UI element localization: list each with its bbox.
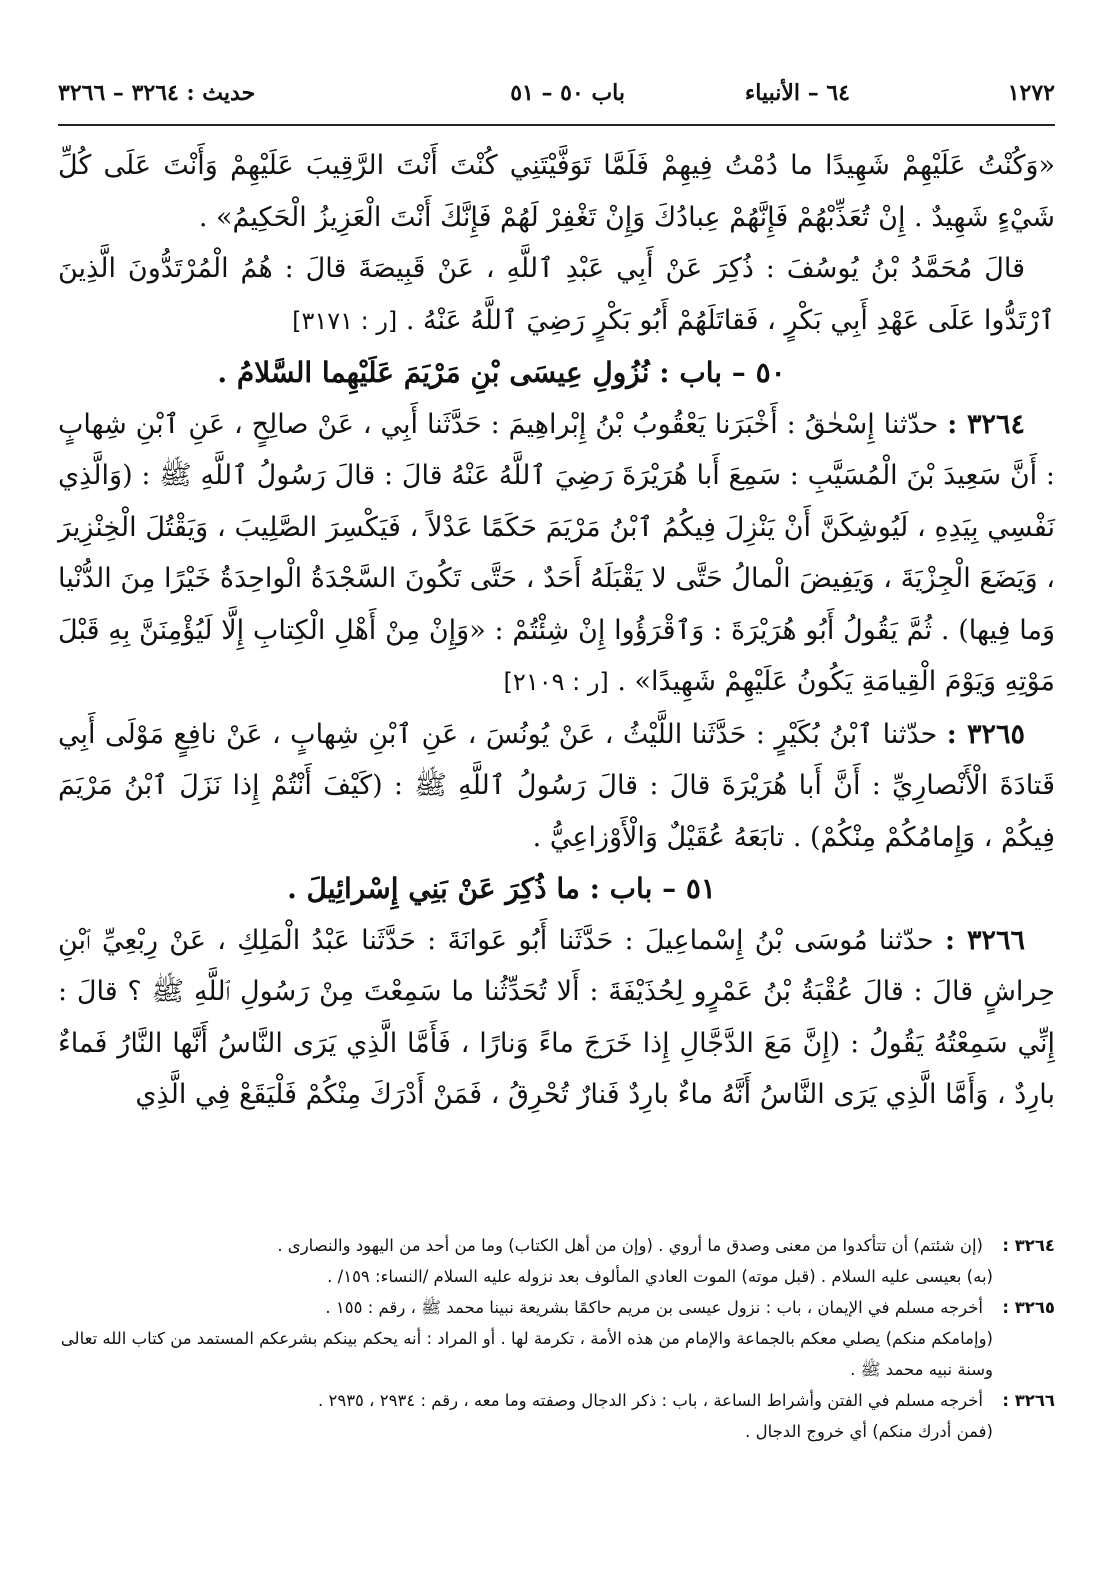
footnote-3264-continued: (به) بعيسى عليه السلام . (قبل موته) الموت العادي المألوف بعد نزوله عليه السلام /النساء: ١٥٩/ . (327, 1267, 993, 1286)
commentary-paragraph (58, 243, 1055, 347)
book-title: ٦٤ – الأنبياء (744, 80, 850, 106)
running-header (58, 80, 1055, 112)
hadith-number: ٣٢٦٥ : (946, 718, 1025, 750)
chapter-range: باب ٥٠ – ٥١ (510, 80, 625, 106)
footnote-number: ٣٢٦٥ : (1002, 1298, 1055, 1317)
footnote-number: ٣٢٦٤ : (1002, 1236, 1055, 1255)
hadith-3264 (58, 399, 1055, 709)
hadith-3265 (58, 709, 1055, 864)
footnote-3266 (58, 1385, 1055, 1416)
footnote-3266-continued: (فمن أدرك منكم) أي خروج الدجال . (745, 1422, 993, 1441)
header-divider (58, 124, 1055, 126)
footnote-text: (إن شئتم) أن تتأكدوا من معنى وصدق ما أروي . (وإن من أهل الكتاب) وما من أحد من اليهود والنصارى . (277, 1236, 983, 1255)
quran-quote-paragraph (58, 140, 1055, 243)
hadith-range: حديث : ٣٢٦٤ – ٣٢٦٦ (58, 80, 256, 106)
footnote-number: ٣٢٦٦ : (1002, 1391, 1055, 1410)
chapter-heading-51: ٥١ – باب : ما ذُكِرَ عَنْ بَنِي إِسْرائِيلَ . (287, 872, 716, 905)
hadith-text: حدّثنا إِسْحٰقُ : أَخْبَرَنا يَعْقُوبُ بْنُ إِبْراهِيمَ : حَدَّثَنا أَبِي ، عَنْ صالِحٍ ، عَنِ ٱبْنِ شِهابٍ : أَنَّ سَعِيدَ بْنَ الْمُسَيَّبِ : سَمِعَ أَبا هُرَيْرَةَ رَضِيَ ٱللَّهُ عَنْهُ قالَ : قالَ رَسُولُ ٱللَّهِ ﷺ : (وَالَّذِي نَفْسِي بِيَدِهِ ، لَيُوشِكَنَّ أَنْ يَنْزِلَ فِيكُمُ ٱبْنُ مَرْيَمَ حَكَمًا عَدْلاً ، فَيَكْسِرَ الصَّلِيبَ ، وَيَقْتُلَ الْخِنْزِيرَ ، وَيَضَعَ الْجِزْيَةَ ، وَيَفِيضَ الْمالُ حَتَّى لا يَقْبَلَهُ أَحَدٌ ، حَتَّى تَكُونَ السَّجْدَةُ الْواحِدَةُ خَيْرًا مِنَ الدُّنْيا وَما فِيها) . ثُمَّ يَقُولُ أَبُو هُرَيْرَةَ : وَٱقْرَؤُوا إِنْ شِئْتُمْ : «وَإِنْ مِنْ أَهْلِ الْكِتابِ إِلَّا لَيُؤْمِنَنَّ بِهِ قَبْلَ مَوْتِهِ وَيَوْمَ الْقِيامَةِ يَكُونُ عَلَيْهِمْ شَهِيدًا» . (58, 408, 1055, 697)
commentary-text: قالَ مُحَمَّدُ بْنُ يُوسُفَ : ذُكِرَ عَنْ أَبِي عَبْدِ ٱللَّهِ ، عَنْ قَبِيصَةَ قالَ : هُمُ الْمُرْتَدُّونَ الَّذِينَ ٱرْتَدُّوا عَلَى عَهْدِ أَبِي بَكْرٍ ، فَقاتَلَهُمْ أَبُو بَكْرٍ رَضِيَ ٱللَّهُ عَنْهُ . (58, 253, 1055, 336)
hadith-3266 (58, 915, 1055, 1121)
hadith-text: حدّثنا ٱبْنُ بُكَيْرٍ : حَدَّثَنا اللَّيْثُ ، عَنْ يُونُسَ ، عَنِ ٱبْنِ شِهابٍ ، عَنْ نافِعٍ مَوْلَى أَبِي قَتادَةَ الْأَنْصارِيِّ : أَنَّ أَبا هُرَيْرَةَ قالَ : قالَ رَسُولُ ٱللَّهِ ﷺ : (كَيْفَ أَنْتُمْ إِذا نَزَلَ ٱبْنُ مَرْيَمَ فِيكُمْ ، وَإِمامُكُمْ مِنْكُمْ) . تابَعَهُ عُقَيْلٌ وَالْأَوْزاعِيُّ . (58, 718, 1055, 853)
footnote-text: أخرجه مسلم في الإيمان ، باب : نزول عيسى بن مريم حاكمًا بشريعة نبينا محمد ﷺ ، رقم : ١٥٥ . (325, 1298, 983, 1317)
footnote-3265 (58, 1292, 1055, 1323)
chapter-heading-50: ٥٠ – باب : نُزُولِ عِيسَى بْنِ مَرْيَمَ عَلَيْهِما السَّلامُ . (217, 356, 786, 389)
page-number: ١٢٧٢ (1007, 80, 1055, 106)
main-text (58, 140, 1055, 1121)
footnote-text: أخرجه مسلم في الفتن وأشراط الساعة ، باب : ذكر الدجال وصفته وما معه ، رقم : ٢٩٣٤ ، ٢٩٣٥ . (317, 1391, 983, 1410)
footnote-3265-continued: (وإمامكم منكم) يصلي معكم بالجماعة والإمام من هذه الأمة ، تكرمة لها . أو المراد : أنه يحكم بينكم بشرعكم المستمد من كتاب الله تعالى وسنة نبيه محمد ﷺ . (60, 1329, 993, 1379)
hadith-text: حدّثنا مُوسَى بْنُ إِسْماعِيلَ : حَدَّثَنا أَبُو عَوانَةَ : حَدَّثَنا عَبْدُ الْمَلِكِ ، عَنْ رِبْعِيِّ ٱبْنِ حِراشٍ قالَ : قالَ عُقْبَةُ بْنُ عَمْرٍو لِحُذَيْفَةَ : أَلا تُحَدِّثُنا ما سَمِعْتَ مِنْ رَسُولِ ٱللَّهِ ﷺ ؟ قالَ : إِنِّي سَمِعْتُهُ يَقُولُ : (إِنَّ مَعَ الدَّجَّالِ إِذا خَرَجَ ماءً وَنارًا ، فَأَمَّا الَّذِي يَرَى النَّاسُ أَنَّها النَّارُ فَماءٌ بارِدٌ ، وَأَمَّا الَّذِي يَرَى النَّاسُ أَنَّهُ ماءٌ بارِدٌ فَنارٌ تُحْرِقُ ، فَمَنْ أَدْرَكَ مِنْكُمْ فَلْيَقَعْ فِي الَّذِي (58, 924, 1055, 1110)
footnotes (58, 1230, 1055, 1447)
quran-quote-text: «وَكُنْتُ عَلَيْهِمْ شَهِيدًا ما دُمْتُ فِيهِمْ فَلَمَّا تَوَفَّيْتَنِي كُنْتَ أَنْتَ الرَّقِيبَ عَلَيْهِمْ وَأَنْتَ عَلَى كُلِّ شَيْءٍ شَهِيدٌ . إِنْ تُعَذِّبْهُمْ فَإِنَّهُمْ عِبادُكَ وَإِنْ تَغْفِرْ لَهُمْ فَإِنَّكَ أَنْتَ الْعَزِيزُ الْحَكِيمُ» . (58, 150, 1055, 233)
cross-reference: [ر : ٢١٠٩] (503, 668, 609, 696)
footnote-3264 (58, 1230, 1055, 1261)
hadith-number: ٣٢٦٤ : (947, 408, 1026, 440)
hadith-number: ٣٢٦٦ : (944, 924, 1025, 956)
cross-reference: [ر : ٣١٧١] (292, 306, 398, 335)
